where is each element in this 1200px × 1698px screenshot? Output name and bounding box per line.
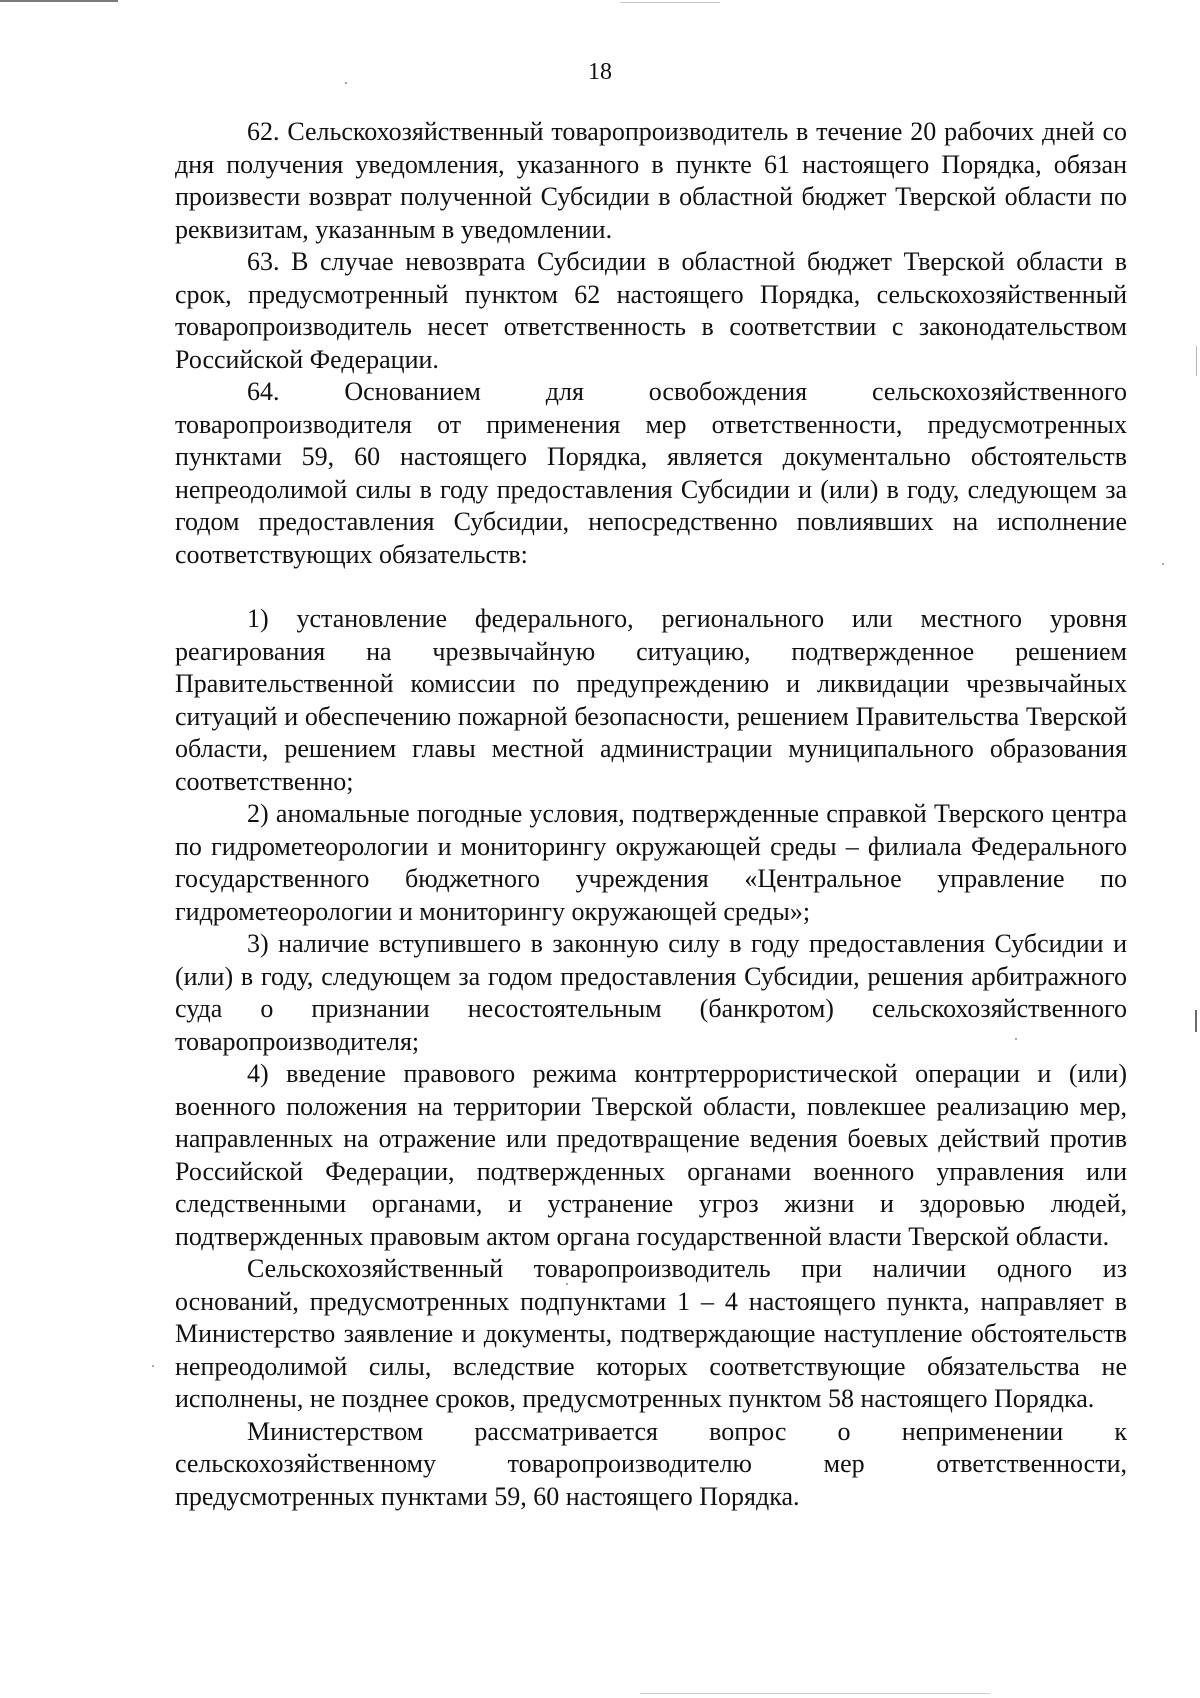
scan-artifact bbox=[0, 0, 118, 2]
scan-artifact bbox=[620, 2, 720, 3]
subparagraph-2: 2) аномальные погодные условия, подтвержденные справкой Тверского центра по гидрометеорологии и мониторингу окружающей среды – филиала Федерального государственного бюджетного учреждения «Центральное управление по гидрометеорологии и мониторингу окружающей среды»; bbox=[175, 799, 1127, 926]
subparagraph-1: 1) установление федерального, регионального или местного уровня реагирования на чрезвычайную ситуацию, подтвержденное решением Правительственной комиссии по предупреждению и ликвидации чрезвычайных ситуаций и обеспечению пожарной безопасности, решением Правительства Тверской области, решением главы местной администрации муниципального образования соответственно; bbox=[175, 604, 1127, 796]
scan-speck bbox=[1162, 563, 1164, 565]
paragraph-63: 63. В случае невозврата Субсидии в областной бюджет Тверской области в срок, предусмотренный пунктом 62 настоящего Порядка, сельскохозяйственный товаропроизводитель несет ответственность в соответствии с законодательством Российской Федерации. bbox=[175, 247, 1127, 374]
paragraph-application: Сельскохозяйственный товаропроизводитель при наличии одного из оснований, предусмотренных подпунктами 1 – 4 настоящего пункта, направляет в Министерство заявление и документы, подтверждающие наступление обстоятельств непреодолимой силы, вследствие которых соответствующие обязательства не исполнены, не позднее сроков, предусмотренных пунктом 58 настоящего Порядка. bbox=[175, 1254, 1127, 1413]
scan-artifact bbox=[640, 1693, 990, 1694]
subparagraph-3: 3) наличие вступившего в законную силу в году предоставления Субсидии и (или) в году, следующем за годом предоставления Субсидии, решения арбитражного суда о признании несостоятельным (банкротом) сельскохозяйственного товаропроизводителя; bbox=[175, 929, 1127, 1056]
scan-speck bbox=[152, 1365, 154, 1367]
paragraph-64: 64. Основанием для освобождения сельскохозяйственного товаропроизводителя от применения мер ответственности, предусмотренных пунктами 59, 60 настоящего Порядка, является документально обстоятельств непреодолимой силы в году предоставления Субсидии и (или) в году, следующем за годом предоставления Субсидии, непосредственно повлиявших на исполнение соответствующих обязательств: bbox=[175, 377, 1127, 569]
paragraph-62: 62. Сельскохозяйственный товаропроизводитель в течение 20 рабочих дней со дня получения уведомления, указанного в пункте 61 настоящего Порядка, обязан произвести возврат полученной Субсидии в областной бюджет Тверской области по реквизитам, указанным в уведомлении. bbox=[175, 117, 1127, 244]
paragraph-ministry-decision: Министерством рассматривается вопрос о неприменении к сельскохозяйственному товаропроизводителю мер ответственности, предусмотренных пунктами 59, 60 настоящего Порядка. bbox=[175, 1416, 1127, 1511]
page-number: 18 bbox=[588, 59, 612, 85]
scan-artifact bbox=[1196, 346, 1197, 376]
scan-artifact bbox=[1195, 1010, 1197, 1032]
subparagraph-4: 4) введение правового режима контртеррористической операции и (или) военного положения на территории Тверской области, повлекшее реализацию мер, направленных на отражение или предотвращение ведения боевых действий против Российской Федерации, подтвержденных органами военного управления или следственными органами, и устранение угроз жизни и здоровью людей, подтвержденных правовым актом органа государственной власти Тверской области. bbox=[175, 1059, 1127, 1251]
document-body bbox=[175, 116, 1127, 1513]
